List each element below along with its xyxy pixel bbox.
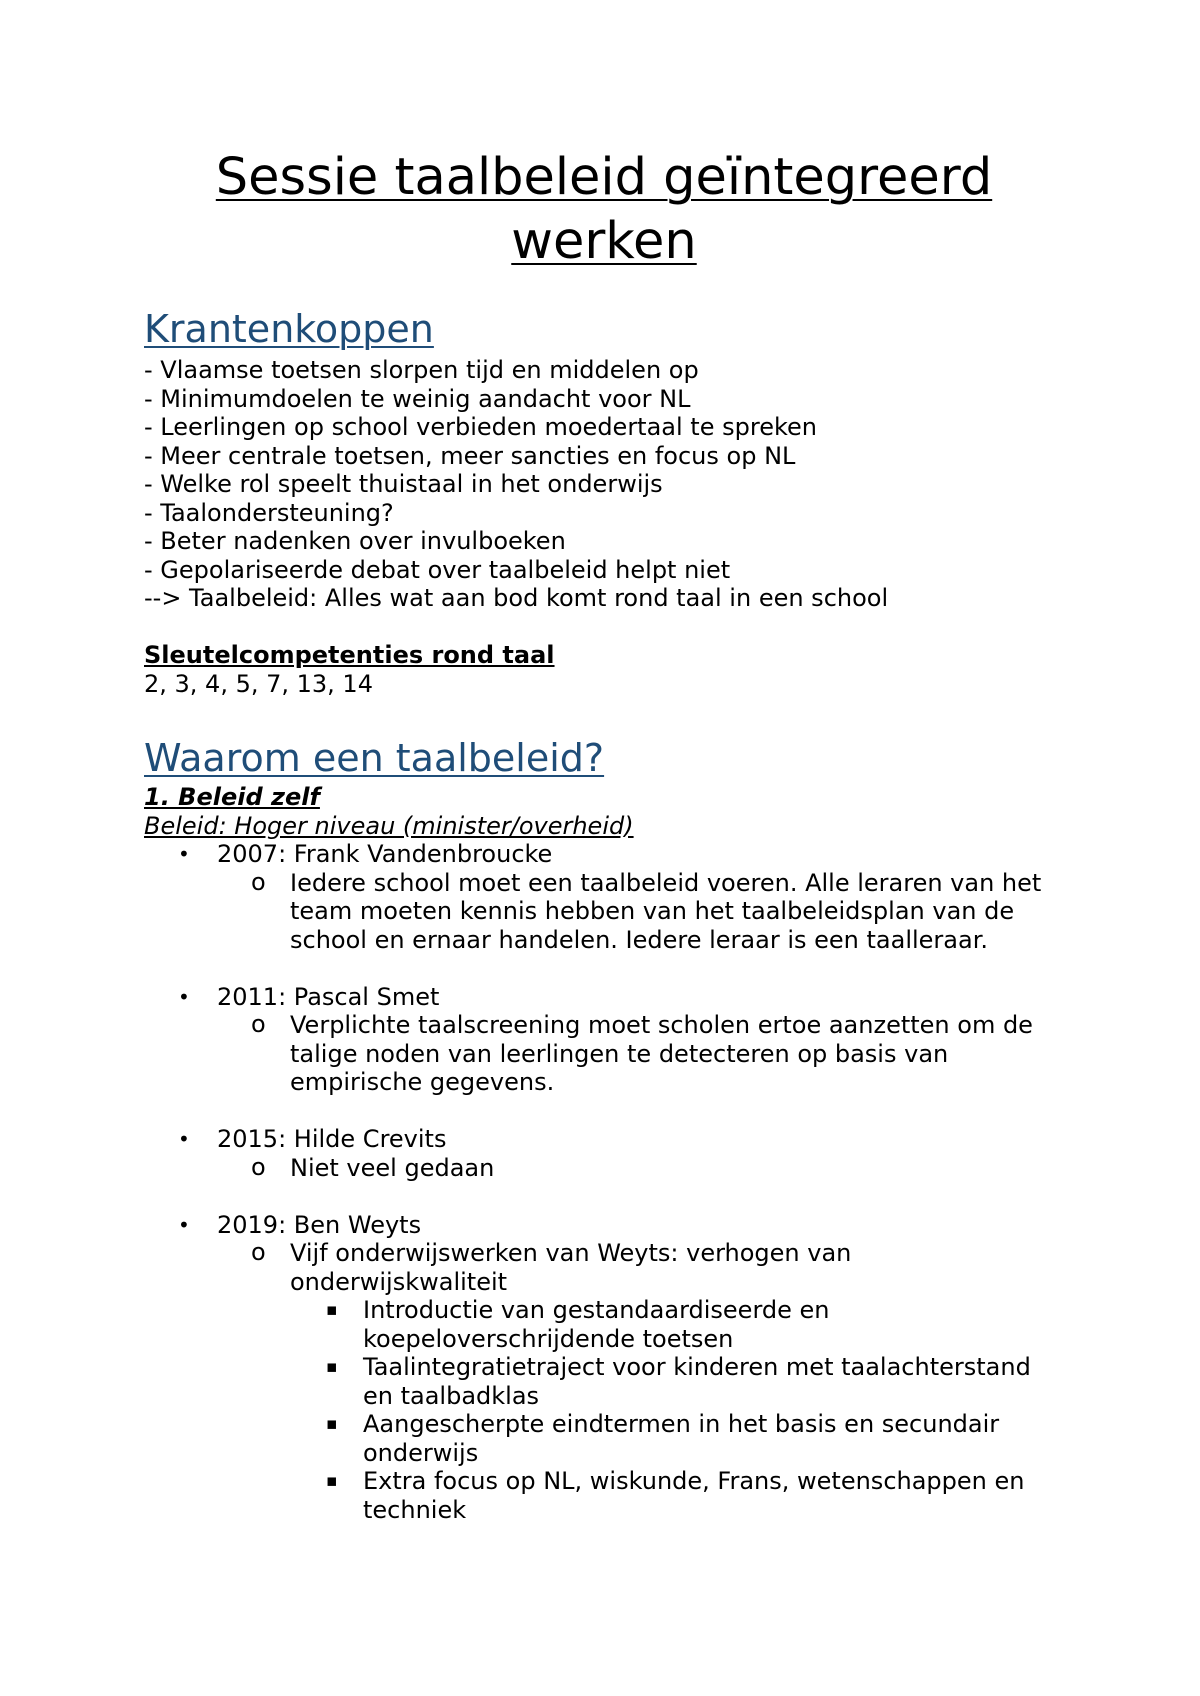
circle-bullet-icon: o [251,1010,266,1038]
sub-list-item [217,1011,1064,1097]
sub-list [217,869,1064,955]
sub-item-text: team moeten kennis hebben van het taalbeleidsplan van de [290,897,1015,925]
sub-sub-item-text: onderwijs [363,1438,479,1467]
sub-sub-list-item [290,1296,1064,1353]
sub-list [217,1154,1064,1183]
document-title [144,146,1064,274]
headline-conclusion: --> Taalbeleid: Alles wat aan bod komt rond taal in een school [144,584,889,612]
headline-item: - Meer centrale toetsen, meer sancties en focus op NL [144,441,796,470]
square-bullet-icon: ▪ [326,1471,338,1491]
sub-sub-item-text: Extra focus op NL, wiskunde, Frans, wetenschappen en [363,1467,1025,1495]
square-bullet-icon: ▪ [326,1300,338,1320]
sub-item-text: Vijf onderwijswerken van Weyts: verhogen van [290,1239,852,1267]
sub-sub-item-text: Aangescherpte eindtermen in het basis en secundair [363,1410,1000,1438]
timeline-item-label: 2011: Pascal Smet [217,982,440,1011]
headline-item: - Taalondersteuning? [144,498,394,527]
title-line-2: werken [511,212,697,271]
title-line-1: Sessie taalbeleid geïntegreerd [215,148,993,207]
document-content [144,146,1064,1524]
circle-bullet-icon: o [251,1238,266,1266]
sub-item-text: empirische gegevens. [290,1068,555,1096]
headline-list [144,356,1064,613]
bullet-icon: • [178,1127,190,1151]
sub-sub-item-text: en taalbadklas [363,1381,540,1410]
sub-item-text: Iedere school moet een taalbeleid voeren. Alle leraren van het [290,868,1042,897]
sub-item-text: talige noden van leerlingen te detecteren op basis van [290,1039,949,1068]
sub-item-text: school en ernaar handelen. Iedere leraar is een taalleraar. [290,925,989,954]
headline-item: - Vlaamse toetsen slorpen tijd en middelen op [144,356,699,384]
sub-sub-item-text: koepeloverschrijdende toetsen [363,1324,734,1353]
heading-krantenkoppen: Krantenkoppen [144,307,434,351]
headline-item: - Gepolariseerde debat over taalbeleid helpt niet [144,555,731,584]
bullet-icon: • [178,1212,190,1237]
sub-sub-list [290,1296,1064,1524]
timeline-item [144,1125,1064,1182]
bullet-icon: • [178,984,190,1009]
timeline-item-label: 2015: Hilde Crevits [217,1125,447,1153]
sub-sub-item-text: Introductie van gestandaardiseerde en [363,1296,830,1324]
sub-list-item [217,1154,1064,1183]
numbered-subheading: 1. Beleid zelf [144,783,320,811]
headline-item: - Beter nadenken over invulboeken [144,527,566,555]
sub-item-text: Verplichte taalscreening moet scholen ertoe aanzetten om de [290,1011,1033,1039]
timeline-item [144,1211,1064,1525]
sub-sub-list-item [290,1467,1064,1524]
sub-sub-list-item [290,1410,1064,1467]
competences-list: 2, 3, 4, 5, 7, 13, 14 [144,669,373,698]
square-bullet-icon: ▪ [326,1414,338,1434]
bullet-icon: • [178,842,190,866]
sub-list-item [217,869,1064,955]
sub-item-text: onderwijskwaliteit [290,1267,508,1296]
timeline-item-label: 2007: Frank Vandenbroucke [217,840,553,868]
sub-list [217,1239,1064,1524]
sub-list-item [217,1239,1064,1524]
sub-list [217,1011,1064,1097]
timeline-item [144,983,1064,1097]
italic-subheading: Beleid: Hoger niveau (minister/overheid) [144,811,634,840]
sub-sub-list-item [290,1353,1064,1410]
sub-sub-item-text: techniek [363,1495,467,1524]
timeline-item-label: 2019: Ben Weyts [217,1210,422,1239]
square-bullet-icon: ▪ [326,1357,338,1377]
policy-timeline-list [144,840,1064,1524]
circle-bullet-icon: o [251,867,266,896]
heading-waarom-taalbeleid: Waarom een taalbeleid? [144,736,605,780]
circle-bullet-icon: o [251,1152,266,1181]
sub-sub-item-text: Taalintegratietraject voor kinderen met taalachterstand [363,1353,1031,1381]
headline-item: - Leerlingen op school verbieden moedertaal te spreken [144,413,817,441]
timeline-item [144,840,1064,954]
headline-item: - Welke rol speelt thuistaal in het onderwijs [144,470,663,498]
sub-item-text: Niet veel gedaan [290,1153,495,1182]
headline-item: - Minimumdoelen te weinig aandacht voor NL [144,384,691,413]
subheading-sleutelcompetenties: Sleutelcompetenties rond taal [144,641,555,669]
